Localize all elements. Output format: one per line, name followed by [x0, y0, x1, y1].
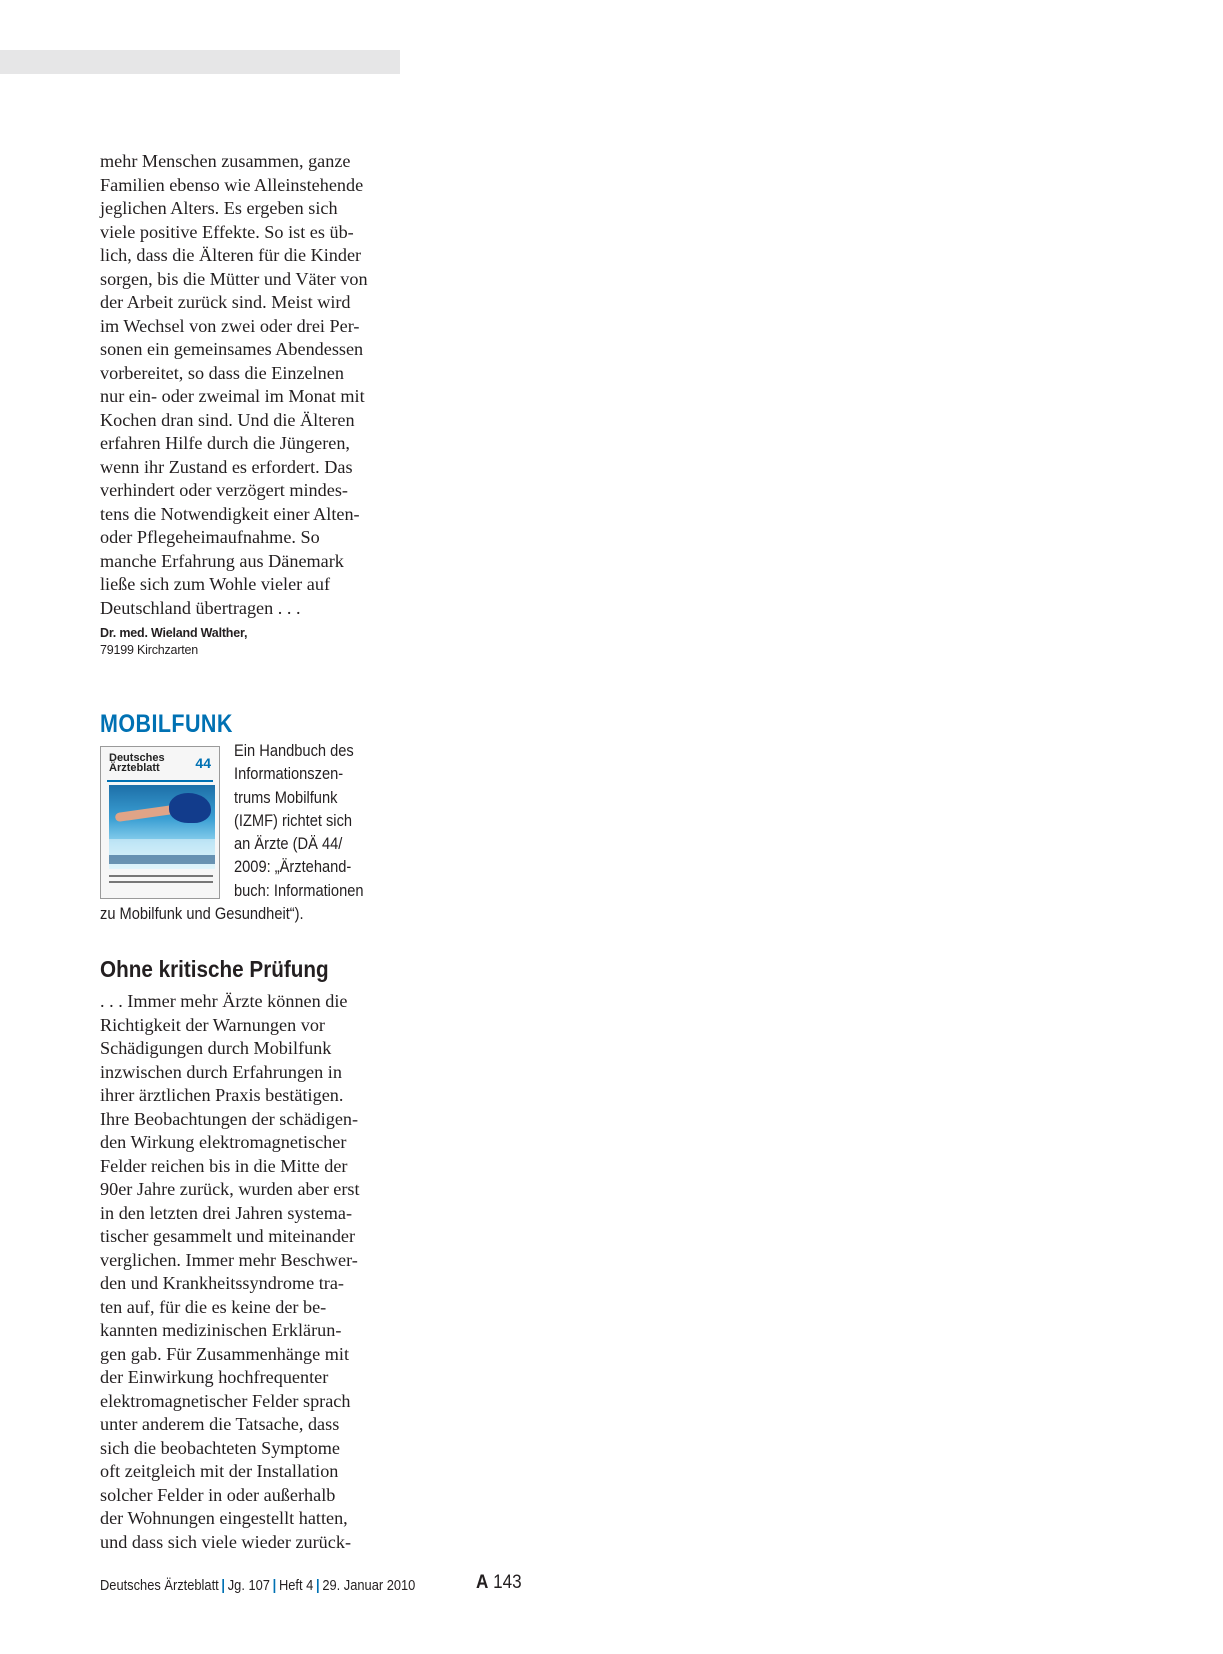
- footer-issue: Heft 4: [278, 1578, 314, 1594]
- text-line: mehr Menschen zusammen, ganze: [100, 151, 351, 171]
- cover-title: [109, 753, 165, 773]
- page-number: [476, 1572, 522, 1594]
- text-line: Felder reichen bis in die Mitte der: [100, 1155, 348, 1176]
- text-line: kannten medizinischen Erklärun-: [100, 1320, 342, 1340]
- text-line: zu Mobilfunk und Gesundheit“).: [100, 905, 304, 923]
- text-line: im Wechsel von zwei oder drei Per-: [100, 315, 360, 336]
- cover-title-line: Deutsches: [109, 752, 165, 764]
- cover-title-line: Ärzteblatt: [109, 762, 160, 774]
- text-line: Kochen dran sind. Und die Älteren: [100, 409, 355, 430]
- text-line: wenn ihr Zustand es erfordert. Das: [100, 456, 353, 477]
- footer-separator: |: [221, 1578, 226, 1594]
- text-line: buch: Informationen: [234, 881, 364, 900]
- text-line: unter anderem die Tatsache, dass: [100, 1414, 340, 1434]
- letter-text-2: [100, 990, 380, 1554]
- author-signature: [100, 625, 247, 659]
- text-line: in den letzten drei Jahren systema-: [100, 1202, 353, 1223]
- text-line: der Wohnungen eingestellt hatten,: [100, 1508, 348, 1528]
- cover-text-lines: [109, 875, 213, 887]
- text-line: der Einwirkung hochfrequenter: [100, 1367, 329, 1387]
- text-line: Ein Handbuch des: [234, 742, 354, 760]
- text-line: gen gab. Für Zusammenhänge mit: [100, 1343, 350, 1364]
- magazine-cover-image: [100, 746, 220, 899]
- text-line: den und Krankheitssyndrome tra-: [100, 1273, 344, 1293]
- text-line: verhindert oder verzögert mindes-: [100, 480, 348, 500]
- cover-rule: [107, 780, 213, 782]
- mobilfunk-intro: [234, 740, 378, 903]
- text-line: sonen ein gemeinsames Abendessen: [100, 339, 364, 359]
- page-prefix: A: [476, 1572, 489, 1593]
- text-line: Ihre Beobachtungen der schädigen-: [100, 1108, 359, 1129]
- text-line: sorgen, bis die Mütter und Väter von: [100, 268, 368, 289]
- text-line: (IZMF) richtet sich: [234, 811, 353, 830]
- text-line: vorbereitet, so dass die Einzelnen: [100, 362, 344, 383]
- text-line: der Arbeit zurück sind. Meist wird: [100, 292, 351, 312]
- footer-volume: Jg. 107: [227, 1578, 270, 1594]
- cover-issue-number: 44: [195, 755, 211, 771]
- text-line: an Ärzte (DÄ 44/: [234, 835, 343, 854]
- text-line: elektromagnetischer Felder sprach: [100, 1390, 351, 1411]
- text-line: Familien ebenso wie Alleinstehende: [100, 174, 364, 195]
- text-line: 2009: „Ärztehand-: [234, 858, 352, 877]
- text-line: . . . Immer mehr Ärzte können die: [100, 991, 348, 1011]
- page-footer: [100, 1578, 415, 1594]
- text-line: Deutschland übertragen . . .: [100, 597, 301, 618]
- text-line: viele positive Effekte. So ist es üb-: [100, 221, 354, 242]
- cover-caption-band: [109, 855, 215, 864]
- text-line: tens die Notwendigkeit einer Alten-: [100, 503, 360, 524]
- mobilfunk-intro-end: [100, 903, 326, 926]
- section-label-mobilfunk: MOBILFUNK: [100, 710, 233, 738]
- text-line: ten auf, für die es keine der be-: [100, 1296, 327, 1317]
- swimmer-arm: [115, 805, 176, 822]
- text-line: 90er Jahre zurück, wurden aber erst: [100, 1179, 360, 1199]
- author-location: 79199 Kirchzarten: [100, 643, 199, 657]
- text-line: Schädigungen durch Mobilfunk: [100, 1038, 332, 1058]
- text-line: solcher Felder in oder außerhalb: [100, 1484, 336, 1505]
- text-line: lich, dass die Älteren für die Kinder: [100, 245, 362, 265]
- text-line: und dass sich viele wieder zurück-: [100, 1531, 352, 1552]
- text-line: sich die beobachteten Symptome: [100, 1437, 340, 1458]
- page-number-value: 143: [493, 1572, 522, 1593]
- text-line: erfahren Hilfe durch die Jüngeren,: [100, 433, 350, 453]
- text-line: oder Pflegeheimaufnahme. So: [100, 527, 320, 547]
- footer-separator: |: [272, 1578, 277, 1594]
- water-splash: [109, 839, 215, 869]
- text-line: verglichen. Immer mehr Beschwer-: [100, 1249, 358, 1270]
- footer-journal: Deutsches Ärzteblatt: [100, 1578, 219, 1594]
- text-line: ließe sich zum Wohle vieler auf: [100, 574, 331, 594]
- text-line: oft zeitgleich mit der Installation: [100, 1461, 339, 1481]
- header-bar: [0, 50, 400, 74]
- text-line: inzwischen durch Erfahrungen in: [100, 1061, 342, 1082]
- footer-date: 29. Januar 2010: [322, 1578, 416, 1594]
- text-line: manche Erfahrung aus Dänemark: [100, 550, 344, 571]
- text-line: tischer gesammelt und miteinander: [100, 1226, 356, 1246]
- swim-cap: [169, 793, 211, 823]
- author-name: Dr. med. Wieland Walther,: [100, 626, 248, 640]
- footer-separator: |: [316, 1578, 320, 1594]
- text-line: trums Mobilfunk: [234, 788, 338, 807]
- text-line: ihrer ärztlichen Praxis bestätigen.: [100, 1085, 344, 1105]
- letter-heading: Ohne kritische Prüfung: [100, 956, 329, 982]
- text-line: nur ein- oder zweimal im Monat mit: [100, 386, 365, 406]
- letter-text-1: [100, 150, 380, 620]
- text-line: Informationszen-: [234, 765, 344, 784]
- text-line: jeglichen Alters. Es ergeben sich: [100, 198, 338, 218]
- text-line: den Wirkung elektromagnetischer: [100, 1132, 347, 1152]
- text-line: Richtigkeit der Warnungen vor: [100, 1014, 325, 1035]
